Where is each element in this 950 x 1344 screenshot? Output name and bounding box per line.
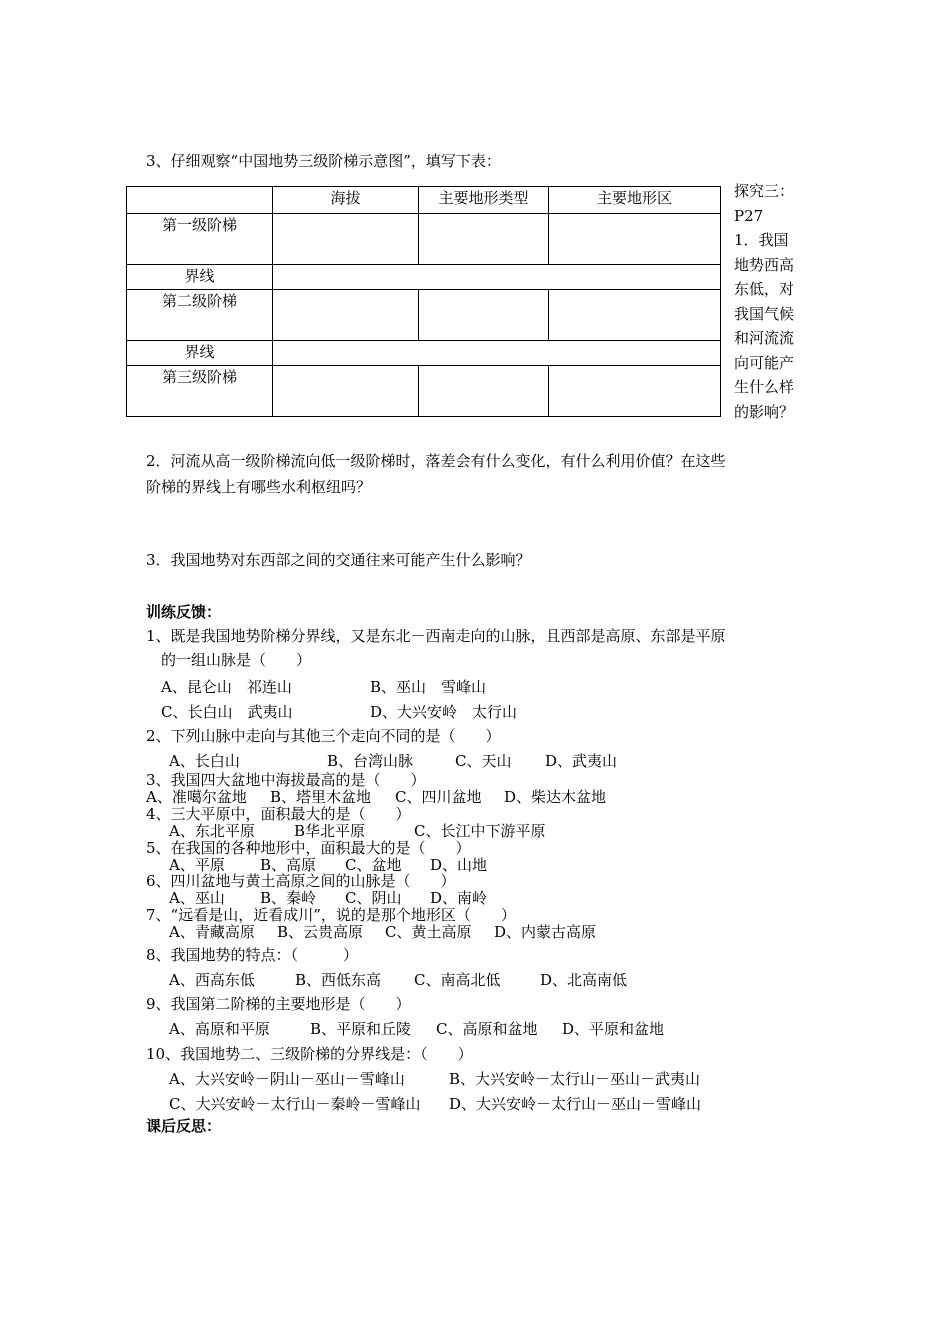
option: D、柴达木盆地 (504, 788, 607, 806)
table-cell (273, 290, 419, 341)
table-header-row (127, 187, 721, 214)
option: A、高原和平原 (169, 1020, 270, 1038)
option: C、长江中下游平原 (414, 822, 546, 840)
table-cell (273, 265, 721, 290)
row-label: 第二级阶梯 (127, 290, 273, 341)
option: B、大兴安岭－太行山－巫山－武夷山 (449, 1070, 701, 1088)
option: D、武夷山 (545, 752, 618, 770)
option: A、巫山 (169, 889, 225, 907)
table-header-cell: 主要地形区 (549, 187, 721, 214)
option: A、昆仑山 祁连山 (161, 678, 292, 696)
row-label: 界线 (127, 265, 273, 290)
exercise-5-stem: 5、在我国的各种地形中，面积最大的是（ ） (146, 839, 471, 857)
option: A、平原 (169, 856, 225, 874)
table-cell (419, 366, 549, 417)
table-cell (273, 341, 721, 366)
row-label: 界线 (127, 341, 273, 366)
table-cell (273, 214, 419, 265)
exercise-1-stem: 1、既是我国地势阶梯分界线，又是东北－西南走向的山脉，且西部是高原、东部是平原 (146, 627, 726, 645)
side-note-line: 探究三： (734, 182, 795, 200)
exercise-6-stem: 6、四川盆地与黄土高原之间的山脉是（ ） (146, 872, 456, 890)
exercise-9-stem: 9、我国第二阶梯的主要地形是（ ） (146, 995, 411, 1013)
side-note-line: 东低，对 (734, 280, 795, 298)
exercise-1-stem-cont: 的一组山脉是（ ） (161, 651, 312, 669)
side-note-line: 我国气候 (734, 304, 795, 323)
section3-intro: 3、仔细观察“中国地势三级阶梯示意图”，填写下表： (146, 152, 501, 170)
question-2-line1: 2．河流从高一级阶梯流向低一级阶梯时，落差会有什么变化，有什么利用价值？在这些 (146, 452, 726, 470)
table-row (127, 366, 721, 417)
option: C、南高北低 (414, 971, 501, 989)
option: B、西低东高 (295, 971, 382, 989)
reflection-heading: 课后反思： (146, 1117, 222, 1135)
side-note-line: 的影响？ (734, 402, 795, 421)
option: A、长白山 (169, 752, 240, 770)
table-cell (273, 366, 419, 417)
option: B华北平原 (294, 822, 366, 840)
option: D、大兴安岭 太行山 (370, 703, 518, 721)
option: B、巫山 雪峰山 (370, 678, 487, 696)
question-2-line2: 阶梯的界线上有哪些水利枢纽吗？ (146, 478, 372, 496)
table-row (127, 214, 721, 265)
ladder-table (126, 186, 721, 417)
table-header-cell: 海拔 (273, 187, 419, 214)
training-heading: 训练反馈： (146, 603, 222, 621)
option: C、高原和盆地 (436, 1020, 538, 1038)
table-row (127, 265, 721, 290)
side-note-line: 生什么样 (734, 378, 795, 396)
row-label: 第一级阶梯 (127, 214, 273, 265)
option: B、平原和丘陵 (310, 1020, 412, 1038)
option: D、大兴安岭－太行山－巫山－雪峰山 (449, 1095, 702, 1113)
exercise-2-stem: 2、下列山脉中走向与其他三个走向不同的是（ ） (146, 727, 501, 745)
option: C、四川盆地 (395, 788, 482, 806)
option: D、平原和盆地 (562, 1020, 665, 1038)
option: D、内蒙古高原 (494, 923, 597, 941)
option: D、山地 (430, 856, 488, 874)
table-cell (549, 290, 721, 341)
side-note-line: P27 (734, 206, 764, 225)
option: B、台湾山脉 (327, 752, 414, 770)
table-cell (419, 290, 549, 341)
option: C、黄土高原 (385, 923, 472, 941)
side-note-line: 1．我国 (734, 231, 789, 249)
option: C、大兴安岭－太行山－秦岭－雪峰山 (169, 1095, 421, 1113)
table-row (127, 341, 721, 366)
exercise-3-stem: 3、我国四大盆地中海拔最高的是（ ） (146, 771, 426, 789)
option: A、青藏高原 (169, 923, 255, 941)
option: B、高原 (260, 856, 317, 874)
option: D、南岭 (430, 889, 488, 907)
option: C、盆地 (345, 856, 402, 874)
table-cell (419, 214, 549, 265)
option: D、北高南低 (540, 971, 628, 989)
option: A、西高东低 (169, 971, 255, 989)
table-cell (549, 366, 721, 417)
option: C、阴山 (345, 889, 402, 907)
side-note (734, 179, 804, 424)
table-cell (549, 214, 721, 265)
option: B、云贵高原 (277, 923, 364, 941)
question-3: 3．我国地势对东西部之间的交通往来可能产生什么影响？ (146, 551, 531, 569)
exercise-4-stem: 4、三大平原中，面积最大的是（ ） (146, 805, 411, 823)
exercise-7-stem: 7、“远看是山，近看成川”，说的是那个地形区（ ） (146, 906, 516, 924)
option: A、大兴安岭－阴山－巫山－雪峰山 (169, 1070, 405, 1088)
side-note-line: 向可能产 (734, 353, 795, 372)
row-label: 第三级阶梯 (127, 366, 273, 417)
side-note-line: 地势西高 (734, 255, 795, 274)
table-row (127, 290, 721, 341)
option: A、准噶尔盆地 (146, 788, 247, 806)
option: C、天山 (455, 752, 512, 770)
option: C、长白山 武夷山 (161, 703, 293, 721)
exercise-8-stem: 8、我国地势的特点：（ ） (146, 946, 359, 964)
option: B、塔里木盆地 (270, 788, 372, 806)
table-header-cell (127, 187, 273, 214)
exercise-10-stem: 10、我国地势二、三级阶梯的分界线是：（ ） (146, 1045, 473, 1063)
side-note-line: 和河流流 (734, 329, 795, 347)
option: A、东北平原 (169, 822, 255, 840)
option: B、秦岭 (260, 889, 317, 907)
table-header-cell: 主要地形类型 (419, 187, 549, 214)
